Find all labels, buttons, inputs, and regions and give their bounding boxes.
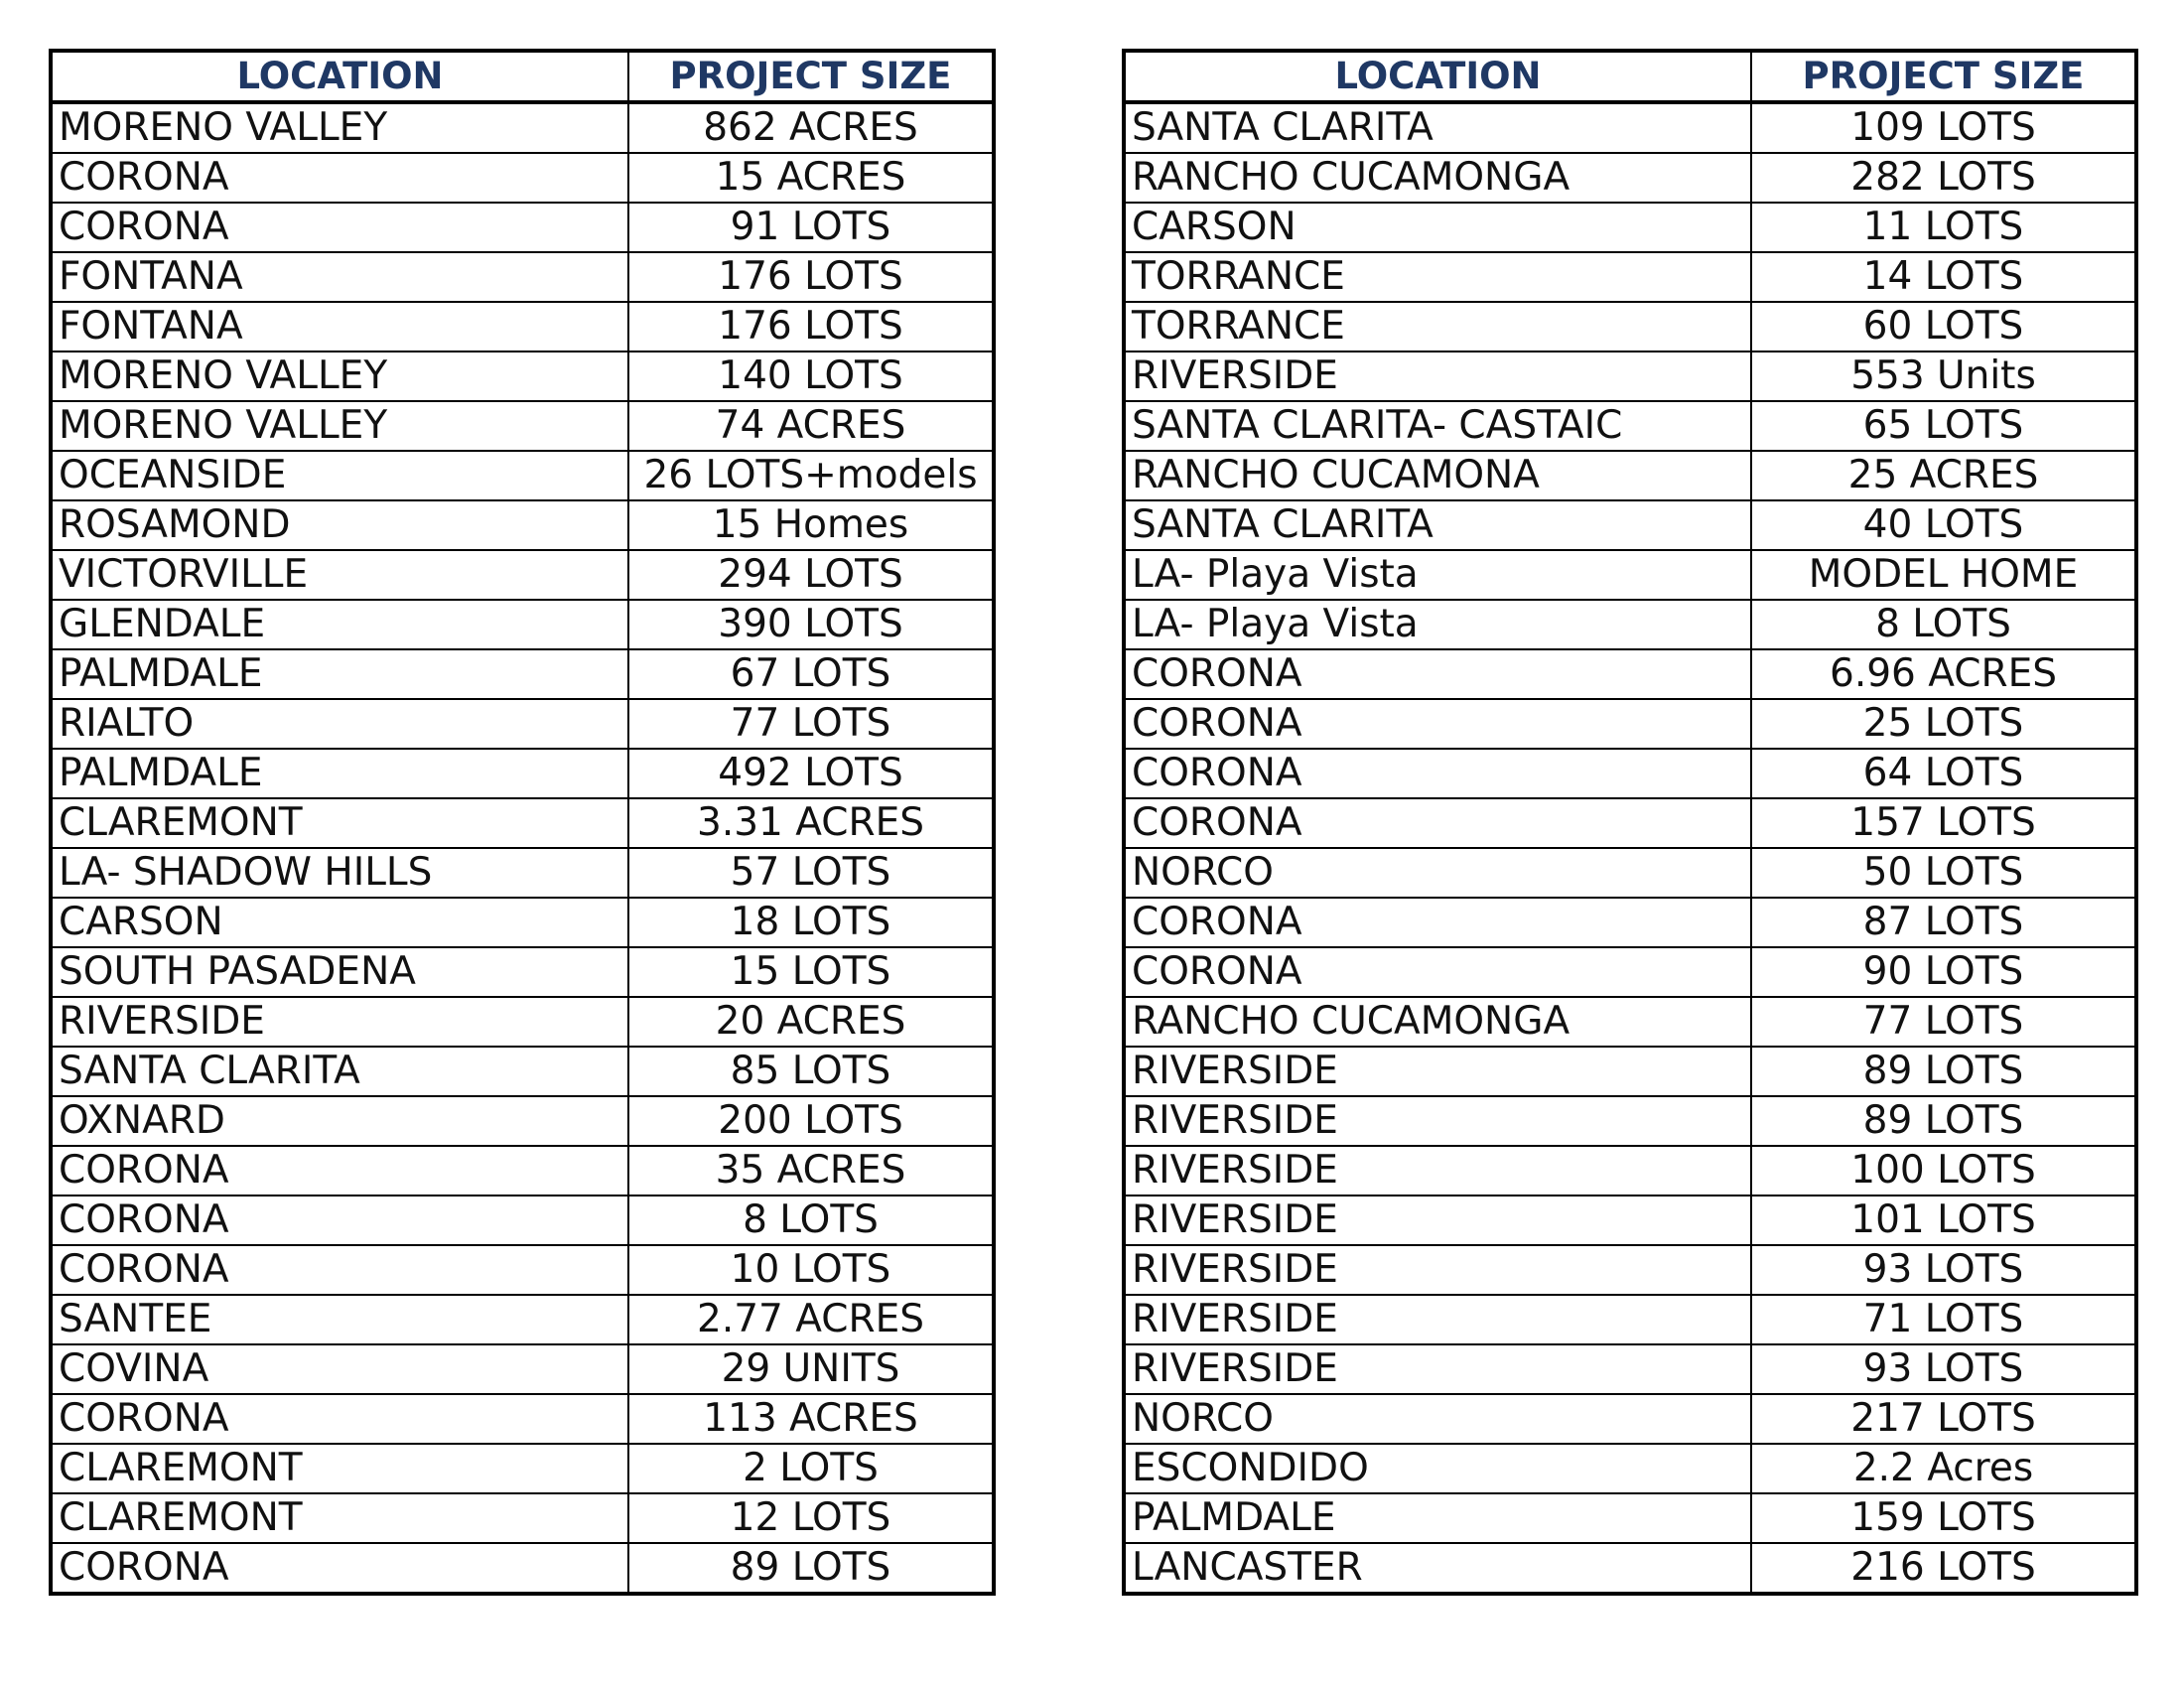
table-row: [51, 1394, 994, 1444]
location-cell: MORENO VALLEY: [51, 352, 628, 401]
project-size-cell: 89 LOTS: [1751, 1047, 2136, 1096]
location-cell: CORONA: [1124, 749, 1751, 798]
location-cell: RANCHO CUCAMONGA: [1124, 153, 1751, 203]
project-size-cell: 74 ACRES: [628, 401, 994, 451]
location-cell: CORONA: [1124, 649, 1751, 699]
project-size-cell: 140 LOTS: [628, 352, 994, 401]
location-cell: CLAREMONT: [51, 1444, 628, 1493]
location-cell: RIVERSIDE: [1124, 1146, 1751, 1196]
table-row: [51, 550, 994, 600]
location-cell: CORONA: [51, 1146, 628, 1196]
project-size-cell: 862 ACRES: [628, 102, 994, 153]
project-size-cell: 492 LOTS: [628, 749, 994, 798]
project-size-header: PROJECT SIZE: [1751, 51, 2136, 102]
project-size-cell: 2 LOTS: [628, 1444, 994, 1493]
table-row: [1124, 550, 2136, 600]
project-size-cell: 109 LOTS: [1751, 102, 2136, 153]
project-size-cell: 26 LOTS+models: [628, 451, 994, 500]
location-cell: RIVERSIDE: [1124, 1245, 1751, 1295]
project-size-cell: 87 LOTS: [1751, 898, 2136, 947]
project-size-cell: 390 LOTS: [628, 600, 994, 649]
location-cell: CLAREMONT: [51, 798, 628, 848]
table-row: [51, 1444, 994, 1493]
header-row: [1124, 51, 2136, 102]
project-size-cell: 157 LOTS: [1751, 798, 2136, 848]
table-row: [1124, 898, 2136, 947]
table-row: [1124, 1394, 2136, 1444]
project-size-cell: 101 LOTS: [1751, 1196, 2136, 1245]
table-row: [1124, 798, 2136, 848]
project-size-cell: 10 LOTS: [628, 1245, 994, 1295]
table-row: [51, 500, 994, 550]
location-cell: CORONA: [51, 1394, 628, 1444]
location-cell: CARSON: [51, 898, 628, 947]
project-size-cell: 60 LOTS: [1751, 302, 2136, 352]
project-size-cell: 216 LOTS: [1751, 1543, 2136, 1594]
project-size-cell: 71 LOTS: [1751, 1295, 2136, 1344]
project-size-cell: 15 Homes: [628, 500, 994, 550]
table-row: [1124, 749, 2136, 798]
table-row: [51, 848, 994, 898]
project-size-cell: 77 LOTS: [628, 699, 994, 749]
location-cell: SANTA CLARITA- CASTAIC: [1124, 401, 1751, 451]
location-cell: LA- Playa Vista: [1124, 600, 1751, 649]
project-size-cell: 35 ACRES: [628, 1146, 994, 1196]
table-row: [1124, 252, 2136, 302]
location-cell: GLENDALE: [51, 600, 628, 649]
location-cell: RIVERSIDE: [1124, 1344, 1751, 1394]
table-row: [1124, 451, 2136, 500]
table-row: [1124, 153, 2136, 203]
location-cell: FONTANA: [51, 252, 628, 302]
location-cell: CORONA: [1124, 798, 1751, 848]
table-row: [51, 302, 994, 352]
project-size-cell: 40 LOTS: [1751, 500, 2136, 550]
project-size-cell: 57 LOTS: [628, 848, 994, 898]
location-cell: CORONA: [1124, 947, 1751, 997]
table-row: [51, 1096, 994, 1146]
location-cell: RIVERSIDE: [1124, 1047, 1751, 1096]
project-size-cell: 14 LOTS: [1751, 252, 2136, 302]
location-cell: SANTA CLARITA: [51, 1047, 628, 1096]
location-cell: SANTEE: [51, 1295, 628, 1344]
project-size-cell: 29 UNITS: [628, 1344, 994, 1394]
table-row: [51, 649, 994, 699]
table-body: [51, 102, 994, 1594]
location-cell: RIALTO: [51, 699, 628, 749]
projects-table-left: [49, 49, 996, 1596]
project-size-cell: 282 LOTS: [1751, 153, 2136, 203]
table-row: [51, 401, 994, 451]
table-row: [51, 1196, 994, 1245]
table-row: [1124, 649, 2136, 699]
location-cell: MORENO VALLEY: [51, 401, 628, 451]
location-cell: TORRANCE: [1124, 252, 1751, 302]
table-row: [51, 898, 994, 947]
table-row: [51, 1493, 994, 1543]
table-row: [1124, 203, 2136, 252]
project-size-cell: 3.31 ACRES: [628, 798, 994, 848]
table-row: [51, 153, 994, 203]
project-size-cell: 93 LOTS: [1751, 1344, 2136, 1394]
table-row: [51, 749, 994, 798]
location-cell: CORONA: [1124, 699, 1751, 749]
location-cell: OCEANSIDE: [51, 451, 628, 500]
project-size-cell: 64 LOTS: [1751, 749, 2136, 798]
project-size-cell: 294 LOTS: [628, 550, 994, 600]
location-cell: RIVERSIDE: [1124, 1196, 1751, 1245]
table-row: [1124, 600, 2136, 649]
location-cell: LANCASTER: [1124, 1543, 1751, 1594]
project-size-cell: 200 LOTS: [628, 1096, 994, 1146]
table-row: [1124, 1344, 2136, 1394]
project-size-cell: 25 ACRES: [1751, 451, 2136, 500]
project-size-cell: 12 LOTS: [628, 1493, 994, 1543]
table-row: [1124, 997, 2136, 1047]
table-row: [1124, 1295, 2136, 1344]
location-cell: NORCO: [1124, 1394, 1751, 1444]
location-header: LOCATION: [1124, 51, 1751, 102]
table-row: [51, 997, 994, 1047]
location-cell: RANCHO CUCAMONA: [1124, 451, 1751, 500]
table-row: [51, 1344, 994, 1394]
table-row: [1124, 1543, 2136, 1594]
project-size-cell: 8 LOTS: [628, 1196, 994, 1245]
project-size-cell: 2.77 ACRES: [628, 1295, 994, 1344]
table-row: [1124, 1096, 2136, 1146]
location-cell: LA- SHADOW HILLS: [51, 848, 628, 898]
table-row: [1124, 102, 2136, 153]
project-size-cell: 15 ACRES: [628, 153, 994, 203]
table-row: [51, 102, 994, 153]
location-cell: LA- Playa Vista: [1124, 550, 1751, 600]
project-size-cell: 11 LOTS: [1751, 203, 2136, 252]
location-header: LOCATION: [51, 51, 628, 102]
location-cell: ROSAMOND: [51, 500, 628, 550]
project-size-cell: 15 LOTS: [628, 947, 994, 997]
table-row: [51, 1543, 994, 1594]
table-row: [1124, 699, 2136, 749]
location-cell: OXNARD: [51, 1096, 628, 1146]
project-size-cell: 89 LOTS: [628, 1543, 994, 1594]
project-size-cell: MODEL HOME: [1751, 550, 2136, 600]
table-row: [1124, 1493, 2136, 1543]
projects-table-right: [1122, 49, 2138, 1596]
location-cell: PALMDALE: [51, 649, 628, 699]
location-cell: RANCHO CUCAMONGA: [1124, 997, 1751, 1047]
table-row: [51, 1245, 994, 1295]
table-row: [1124, 947, 2136, 997]
project-size-cell: 65 LOTS: [1751, 401, 2136, 451]
table-row: [1124, 302, 2136, 352]
location-cell: SANTA CLARITA: [1124, 500, 1751, 550]
project-size-cell: 100 LOTS: [1751, 1146, 2136, 1196]
table-row: [1124, 1444, 2136, 1493]
location-cell: FONTANA: [51, 302, 628, 352]
table-row: [51, 252, 994, 302]
location-cell: TORRANCE: [1124, 302, 1751, 352]
project-size-cell: 176 LOTS: [628, 302, 994, 352]
project-size-cell: 217 LOTS: [1751, 1394, 2136, 1444]
location-cell: SANTA CLARITA: [1124, 102, 1751, 153]
location-cell: RIVERSIDE: [51, 997, 628, 1047]
table-row: [1124, 1245, 2136, 1295]
location-cell: CLAREMONT: [51, 1493, 628, 1543]
location-cell: COVINA: [51, 1344, 628, 1394]
location-cell: CORONA: [51, 153, 628, 203]
location-cell: CARSON: [1124, 203, 1751, 252]
project-size-cell: 6.96 ACRES: [1751, 649, 2136, 699]
project-size-cell: 8 LOTS: [1751, 600, 2136, 649]
location-cell: PALMDALE: [1124, 1493, 1751, 1543]
project-size-cell: 67 LOTS: [628, 649, 994, 699]
location-cell: RIVERSIDE: [1124, 1096, 1751, 1146]
project-size-cell: 93 LOTS: [1751, 1245, 2136, 1295]
project-size-cell: 18 LOTS: [628, 898, 994, 947]
project-size-cell: 159 LOTS: [1751, 1493, 2136, 1543]
project-size-cell: 90 LOTS: [1751, 947, 2136, 997]
project-size-header: PROJECT SIZE: [628, 51, 994, 102]
table-body: [1124, 102, 2136, 1594]
location-cell: PALMDALE: [51, 749, 628, 798]
table-row: [1124, 1047, 2136, 1096]
project-size-cell: 91 LOTS: [628, 203, 994, 252]
project-size-cell: 85 LOTS: [628, 1047, 994, 1096]
project-size-cell: 113 ACRES: [628, 1394, 994, 1444]
project-size-cell: 176 LOTS: [628, 252, 994, 302]
table-row: [1124, 500, 2136, 550]
location-cell: NORCO: [1124, 848, 1751, 898]
table-row: [1124, 352, 2136, 401]
table-row: [51, 1047, 994, 1096]
table-row: [51, 451, 994, 500]
table-row: [1124, 1146, 2136, 1196]
location-cell: CORONA: [51, 203, 628, 252]
location-cell: RIVERSIDE: [1124, 352, 1751, 401]
location-cell: RIVERSIDE: [1124, 1295, 1751, 1344]
location-cell: CORONA: [51, 1245, 628, 1295]
project-size-cell: 50 LOTS: [1751, 848, 2136, 898]
table-row: [51, 600, 994, 649]
project-size-cell: 89 LOTS: [1751, 1096, 2136, 1146]
table-row: [51, 203, 994, 252]
table-row: [51, 947, 994, 997]
location-cell: ESCONDIDO: [1124, 1444, 1751, 1493]
project-size-cell: 20 ACRES: [628, 997, 994, 1047]
table-row: [51, 1146, 994, 1196]
project-size-cell: 77 LOTS: [1751, 997, 2136, 1047]
table-row: [51, 798, 994, 848]
table-row: [1124, 1196, 2136, 1245]
location-cell: MORENO VALLEY: [51, 102, 628, 153]
table-row: [1124, 848, 2136, 898]
location-cell: VICTORVILLE: [51, 550, 628, 600]
project-size-cell: 2.2 Acres: [1751, 1444, 2136, 1493]
project-size-cell: 25 LOTS: [1751, 699, 2136, 749]
location-cell: CORONA: [51, 1196, 628, 1245]
table-row: [51, 352, 994, 401]
location-cell: CORONA: [1124, 898, 1751, 947]
location-cell: SOUTH PASADENA: [51, 947, 628, 997]
header-row: [51, 51, 994, 102]
table-row: [51, 1295, 994, 1344]
table-row: [51, 699, 994, 749]
location-cell: CORONA: [51, 1543, 628, 1594]
project-size-cell: 553 Units: [1751, 352, 2136, 401]
table-row: [1124, 401, 2136, 451]
